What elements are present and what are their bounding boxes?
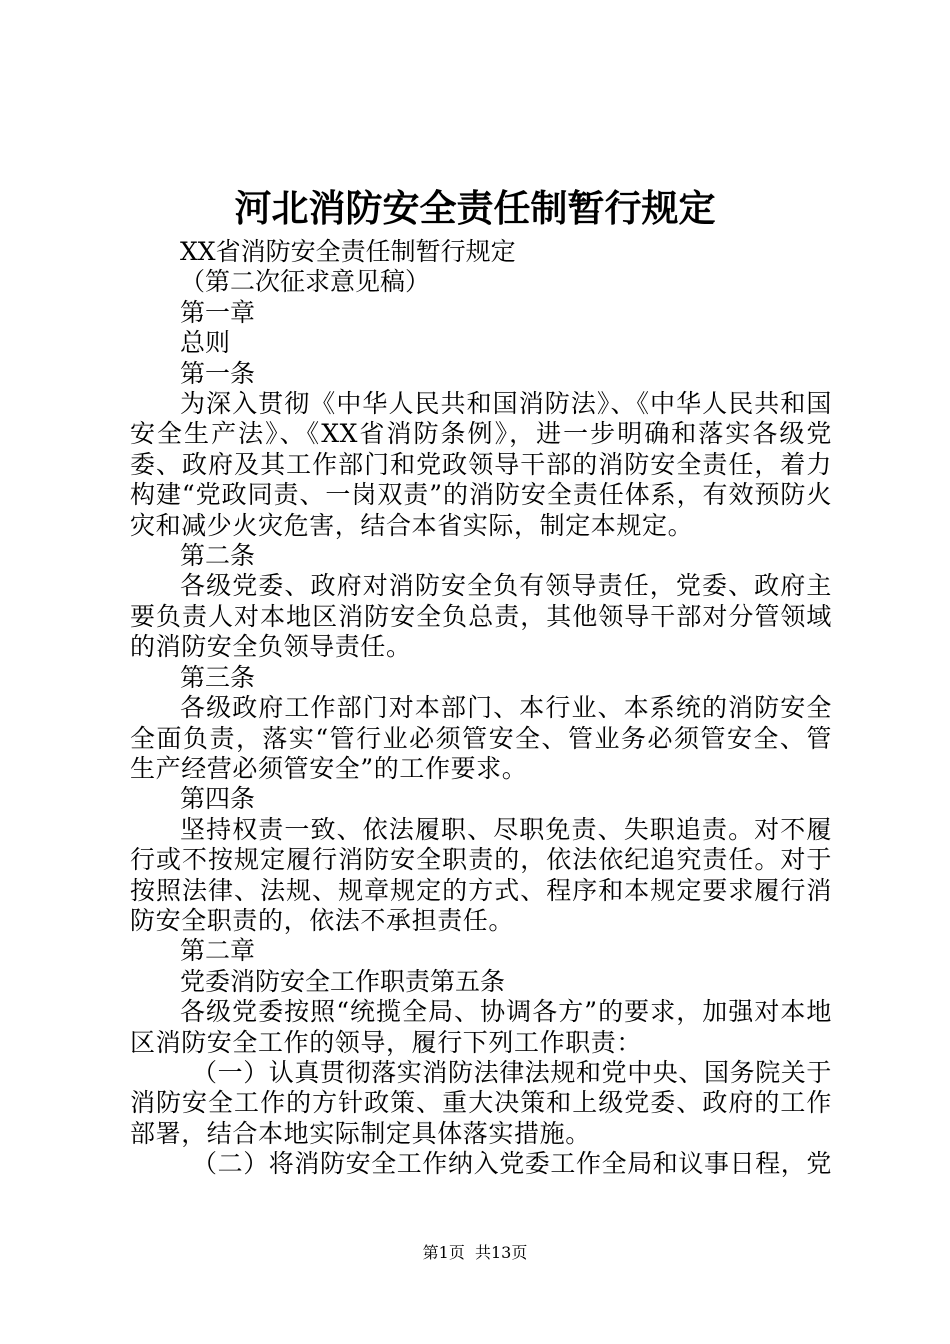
chapter-heading: 第二章	[180, 936, 256, 966]
page-footer	[0, 1243, 950, 1263]
chapter-name: 党委消防安全工作职责第五条	[180, 966, 506, 996]
page-number: 第1页 共13页	[422, 1243, 528, 1262]
article-paragraph: 坚持权责一致、依法履职、尽职免责、失职追责。对不履行或不按规定履行消防安全职责的，依法依纪追究责任。对于按照法律、法规、规章规定的方式、程序和本规定要求履行消防安全职责的，依法不承担责任。	[130, 814, 832, 935]
draft-note: （第二次征求意见稿）	[180, 267, 431, 297]
article-heading: 第二条	[180, 541, 256, 571]
document-title: 河北消防安全责任制暂行规定	[234, 186, 716, 230]
article-paragraph: 各级政府工作部门对本部门、本行业、本系统的消防安全全面负责，落实“管行业必须管安全、管业务必须管安全、管生产经营必须管安全”的工作要求。	[130, 693, 832, 783]
chapter-heading: 第一章	[180, 297, 256, 327]
document-subtitle: XX省消防安全责任制暂行规定	[180, 237, 516, 266]
article-heading: 第一条	[180, 358, 256, 388]
list-item: （一）认真贯彻落实消防法律法规和党中央、国务院关于消防安全工作的方针政策、重大决策和上级党委、政府的工作部署，结合本地实际制定具体落实措施。	[130, 1057, 833, 1148]
article-paragraph: 为深入贯彻《中华人民共和国消防法》、《中华人民共和国安全生产法》、《XX省消防条例》，进一步明确和落实各级党委、政府及其工作部门和党政领导干部的消防安全责任，着力构建“党政同责、一岗双责”的消防安全责任体系，有效预防火灾和减少火灾危害，结合本省实际，制定本规定。	[130, 389, 832, 540]
chapter-name: 总则	[180, 328, 231, 358]
document-body	[130, 237, 832, 1180]
article-heading: 第三条	[180, 662, 256, 692]
article-paragraph: 各级党委按照“统揽全局、协调各方”的要求，加强对本地区消防安全工作的领导，履行下列工作职责：	[130, 997, 832, 1057]
article-paragraph: 各级党委、政府对消防安全负有领导责任，党委、政府主要负责人对本地区消防安全负总责，其他领导干部对分管领域的消防安全负领导责任。	[130, 571, 832, 662]
article-heading: 第四条	[180, 784, 256, 814]
list-item: （二）将消防安全工作纳入党委工作全局和议事日程，党	[192, 1149, 833, 1179]
